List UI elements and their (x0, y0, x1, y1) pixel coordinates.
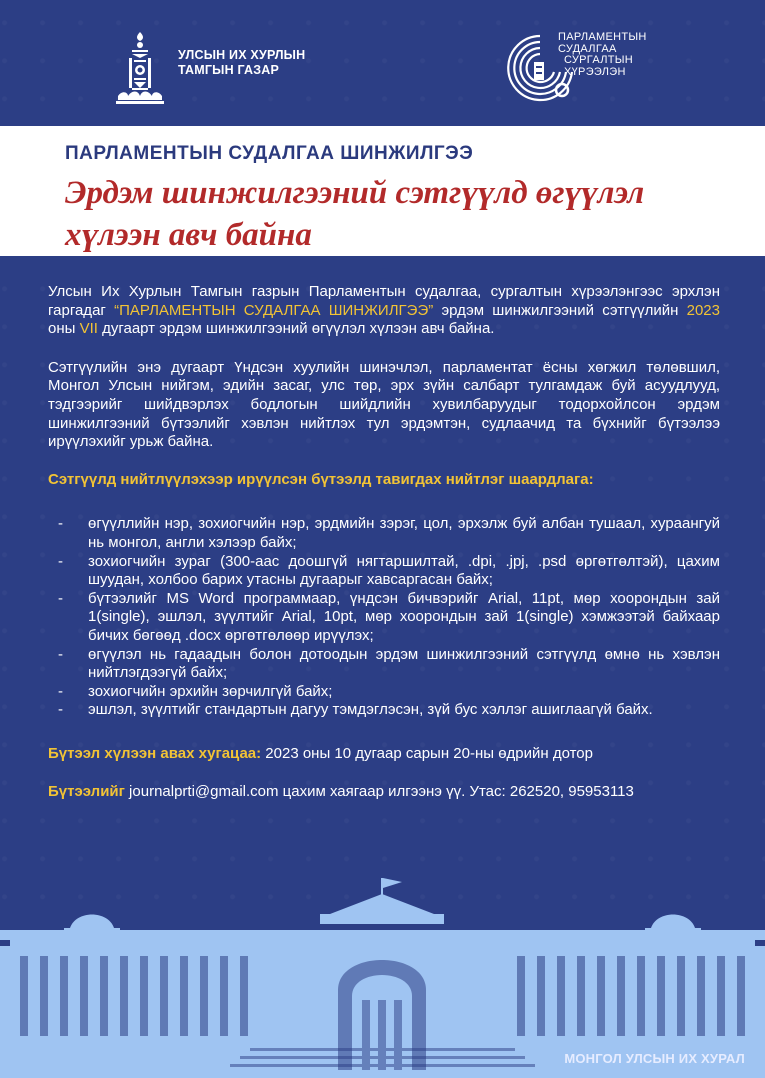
left-org-line1: УЛСЫН ИХ ХУРЛЫН (178, 48, 306, 62)
list-item (48, 515, 720, 552)
right-org-line3: СУРГАЛТЫН (564, 54, 634, 66)
requirement-text: зохиогчийн зураг (300-аас доошгүй нягтаршилтай, .dpi, .jpj, .psd өргөтгөлтэй), цахим шуудан, холбоо барих утасны дугаарыг хавсаргасан байх; (88, 552, 720, 589)
requirements-heading: Сэтгүүлд нийтлүүлэхээр ирүүлсэн бүтээлд тавигдах нийтлэг шаардлага: (48, 470, 594, 488)
soyombo-emblem-icon (112, 30, 168, 108)
list-dash: - (58, 589, 63, 607)
right-org-line2: СУДАЛГАА (558, 42, 617, 55)
call-for-papers-title: Эрдэм шинжилгээний сэтгүүлд өгүүлэл хүлээн авч байна (65, 175, 645, 253)
list-item (48, 701, 720, 720)
list-item (48, 646, 720, 683)
right-org-line1: ПАРЛАМЕНТЫН (558, 31, 647, 43)
deadline-value: 2023 оны 10 дугаар сарын 20-ны өдрийн дотор (261, 744, 593, 762)
intro-text-3: оны (48, 320, 80, 338)
requirements-list (48, 515, 720, 720)
intro-text-1: Улсын Их Хурлын Тамгын газрын Парламентын судалгаа, сургалтын хүрээлэнгээс эрхлэн гаргадаг (48, 283, 720, 319)
right-org-line4: ХҮРЭЭЛЭН (564, 65, 626, 78)
issue-year: 2023 (686, 301, 720, 319)
contact-label: Бүтээлийг (48, 783, 125, 801)
intro-text-4: дугаарт эрдэм шинжилгээний өгүүлэл хүлээн авч байна. (97, 320, 495, 338)
journal-subtitle: ПАРЛАМЕНТЫН СУДАЛГАА ШИНЖИЛГЭЭ (65, 143, 474, 164)
list-dash: - (58, 515, 63, 533)
list-item (48, 553, 720, 590)
requirement-text: бүтээлийг MS Word программаар, үндсэн бичвэрийг Arial, 11pt, мөр хоорондын зай 1(single), эшлэл, зүүлтийг Arial, 10pt, мөр хоорондын зай 1(single) хэмжээтэй байхаар бичих бөгөөд .docx өргөтгөлөөр ирүүлэх; (88, 589, 720, 644)
requirement-text: өгүүллийн нэр, зохиогчийн нэр, эрдмийн зэрэг, цол, эрхэлж буй албан тушаал, хураангуй нь монгол, англи хэлээр байх; (88, 515, 720, 551)
list-item (48, 590, 720, 646)
scope-paragraph: Сэтгүүлийн энэ дугаарт Үндсэн хуулийн шинэчлэл, парламентат ёсны хөгжил төлөвшил, Монгол Улсын нийгэм, эдийн засаг, улс төр, эрх зүйн салбарт тулгамдаж буй асуудлууд, тэдгээрийг шийдвэрлэх бодлогын шийдлийн хувилбаруудыг тодорхойлсон эрдэм шинжилгээний бүтээлийг хэвлэн нийтлэх тул эрдэмтэн, судлаачид та бүхнийг бүтээлээ ирүүлэхийг урьж байна. (48, 358, 720, 451)
requirement-text: эшлэл, зүүлтийг стандартын дагуу тэмдэглэсэн, зүй бус хэллэг ашиглаагүй байх. (88, 701, 653, 719)
title-band (0, 126, 765, 256)
left-org-name (178, 48, 305, 78)
research-institute-logo (500, 28, 660, 108)
list-dash: - (58, 701, 63, 719)
issue-number: VII (79, 320, 98, 338)
footer-caption: МОНГОЛ УЛСЫН ИХ ХУРАЛ (564, 1051, 745, 1066)
contact-line (48, 783, 720, 802)
list-dash: - (58, 682, 63, 700)
deadline-line (48, 745, 720, 764)
deadline-label: Бүтээл хүлээн авах хугацаа: (48, 744, 262, 762)
requirement-text: өгүүлэл нь гадаадын болон дотоодын эрдэм шинжилгээний сэтгүүлд өмнө нь хэвлэн нийтлэгдээгүй байх; (88, 645, 720, 682)
announcement-body (48, 283, 720, 822)
journal-name: “ПАРЛАМЕНТЫН СУДАЛГАА ШИНЖИЛГЭЭ” (114, 301, 434, 319)
list-dash: - (58, 645, 63, 663)
contact-value: journalprti@gmail.com цахим хаягаар илгээнэ үү. Утас: 262520, 95953113 (124, 783, 634, 801)
requirement-text: зохиогчийн эрхийн зөрчилгүй байх; (88, 682, 333, 700)
intro-paragraph (48, 283, 720, 339)
intro-text-2: эрдэм шинжилгээний сэтгүүлийн (433, 301, 687, 319)
list-item (48, 683, 720, 702)
parliament-secretariat-logo (112, 30, 312, 108)
parliament-building-illustration (0, 870, 765, 1078)
left-org-line2: ТАМГЫН ГАЗАР (178, 63, 280, 77)
right-org-name (558, 32, 647, 78)
list-dash: - (58, 552, 63, 570)
